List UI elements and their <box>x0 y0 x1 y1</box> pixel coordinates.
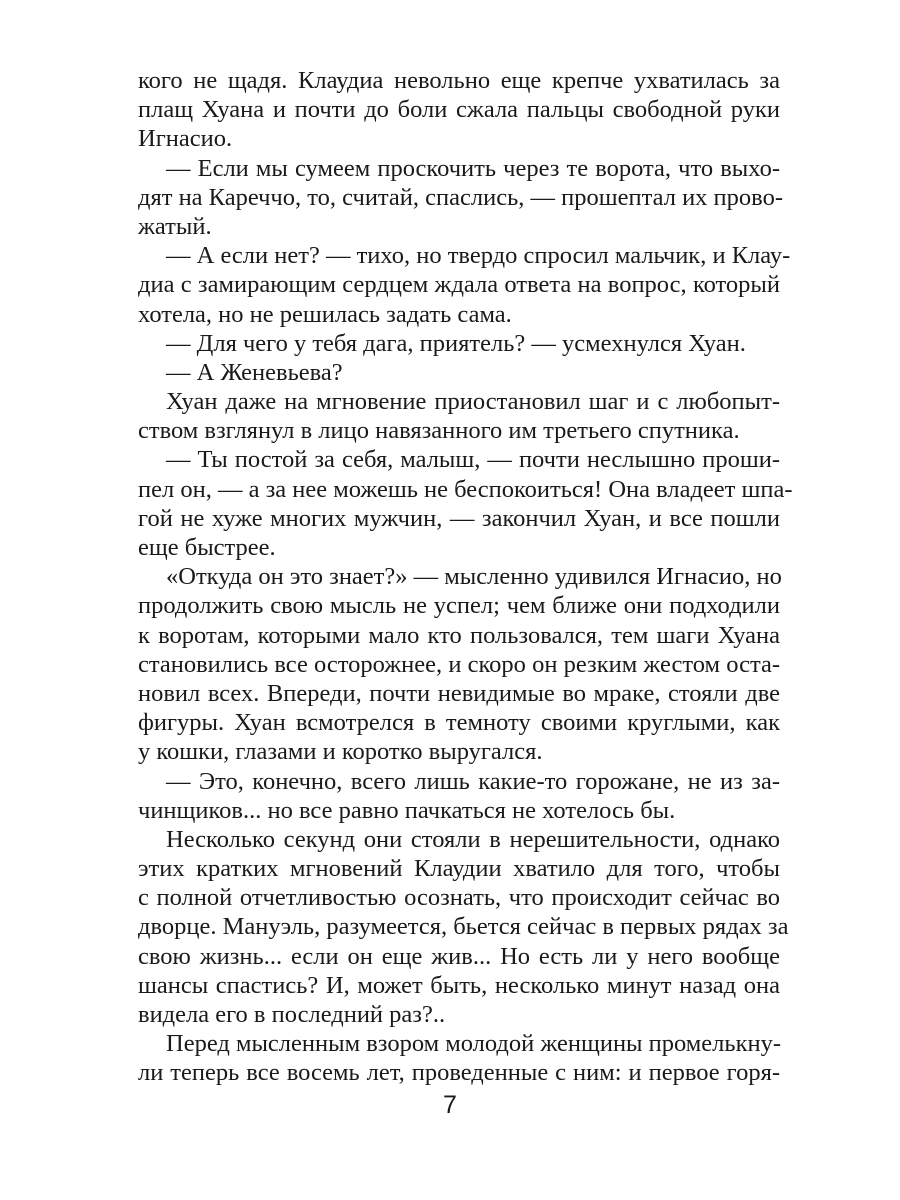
text-line: становились все осторожнее, и скоро он резким жестом оста- <box>138 650 780 678</box>
text-line: — Если мы сумеем проскочить через те ворота, что выхо- <box>166 154 780 182</box>
text-line: Перед мысленным взором молодой женщины промелькну- <box>166 1030 781 1058</box>
text-line: дворце. Мануэль, разумеется, бьется сейчас в первых рядах за <box>138 913 789 941</box>
text-line: — А Женевьева? <box>166 358 343 386</box>
text-line: — Ты постой за себя, малыш, — почти неслышно проши- <box>166 446 780 474</box>
text-line: у кошки, глазами и коротко выругался. <box>138 738 543 766</box>
text-line: видела его в последний раз?.. <box>138 1001 446 1028</box>
text-line: продолжить свою мысль не успел; чем ближе они подходили <box>138 592 780 620</box>
text-line: — Это, конечно, всего лишь какие-то горожане, не из за- <box>166 767 780 795</box>
text-line: с полной отчетливостью осознать, что происходит сейчас во <box>138 884 780 912</box>
text-line: Хуан даже на мгновение приостановил шаг и с любопыт- <box>166 388 780 416</box>
text-line: этих кратких мгновений Клаудии хватило для того, чтобы <box>138 855 780 883</box>
text-line: чинщиков... но все равно пачкаться не хотелось бы. <box>138 796 676 824</box>
text-line: шансы спастись? И, может быть, несколько минут назад она <box>138 971 780 999</box>
text-line: фигуры. Хуан всмотрелся в темноту своими круглыми, как <box>138 709 780 737</box>
text-line: ством взглянул в лицо навязанного им третьего спутника. <box>138 417 740 445</box>
text-line: дят на Кареччо, то, считай, спаслись, — прошептал их прово- <box>138 183 783 211</box>
text-line: — А если нет? — тихо, но твердо спросил мальчик, и Клау- <box>166 242 791 270</box>
text-line: к воротам, которыми мало кто пользовался, тем шаги Хуана <box>138 621 780 649</box>
text-line: — Для чего у тебя дага, приятель? — усмехнулся Хуан. <box>166 329 746 357</box>
text-line: жатый. <box>138 212 212 240</box>
text-line: Несколько секунд они стояли в нерешительности, однако <box>166 825 780 853</box>
text-line: новил всех. Впереди, почти невидимые во мраке, стояли две <box>138 679 780 707</box>
text-line: «Откуда он это знает?» — мысленно удивился Игнасио, но <box>166 563 782 591</box>
text-line: пел он, — а за нее можешь не беспокоиться! Она владеет шпа- <box>138 475 793 503</box>
text-line: свою жизнь... если он еще жив... Но есть ли у него вообще <box>138 942 780 970</box>
book-page-text <box>138 66 793 1088</box>
page-number: 7 <box>443 1091 457 1119</box>
text-line: Игнасио. <box>138 125 233 153</box>
text-line: диа с замирающим сердцем ждала ответа на вопрос, который <box>138 271 780 299</box>
text-line: еще быстрее. <box>138 534 276 561</box>
text-line: ли теперь все восемь лет, проведенные с ним: и первое горя- <box>138 1059 780 1087</box>
text-line: гой не хуже многих мужчин, — закончил Хуан, и все пошли <box>138 504 780 532</box>
text-line: плащ Хуана и почти до боли сжала пальцы свободной руки <box>138 96 780 124</box>
text-line: хотела, но не решилась задать сама. <box>138 300 512 328</box>
text-line: кого не щадя. Клаудиа невольно еще крепче ухватилась за <box>138 67 780 94</box>
